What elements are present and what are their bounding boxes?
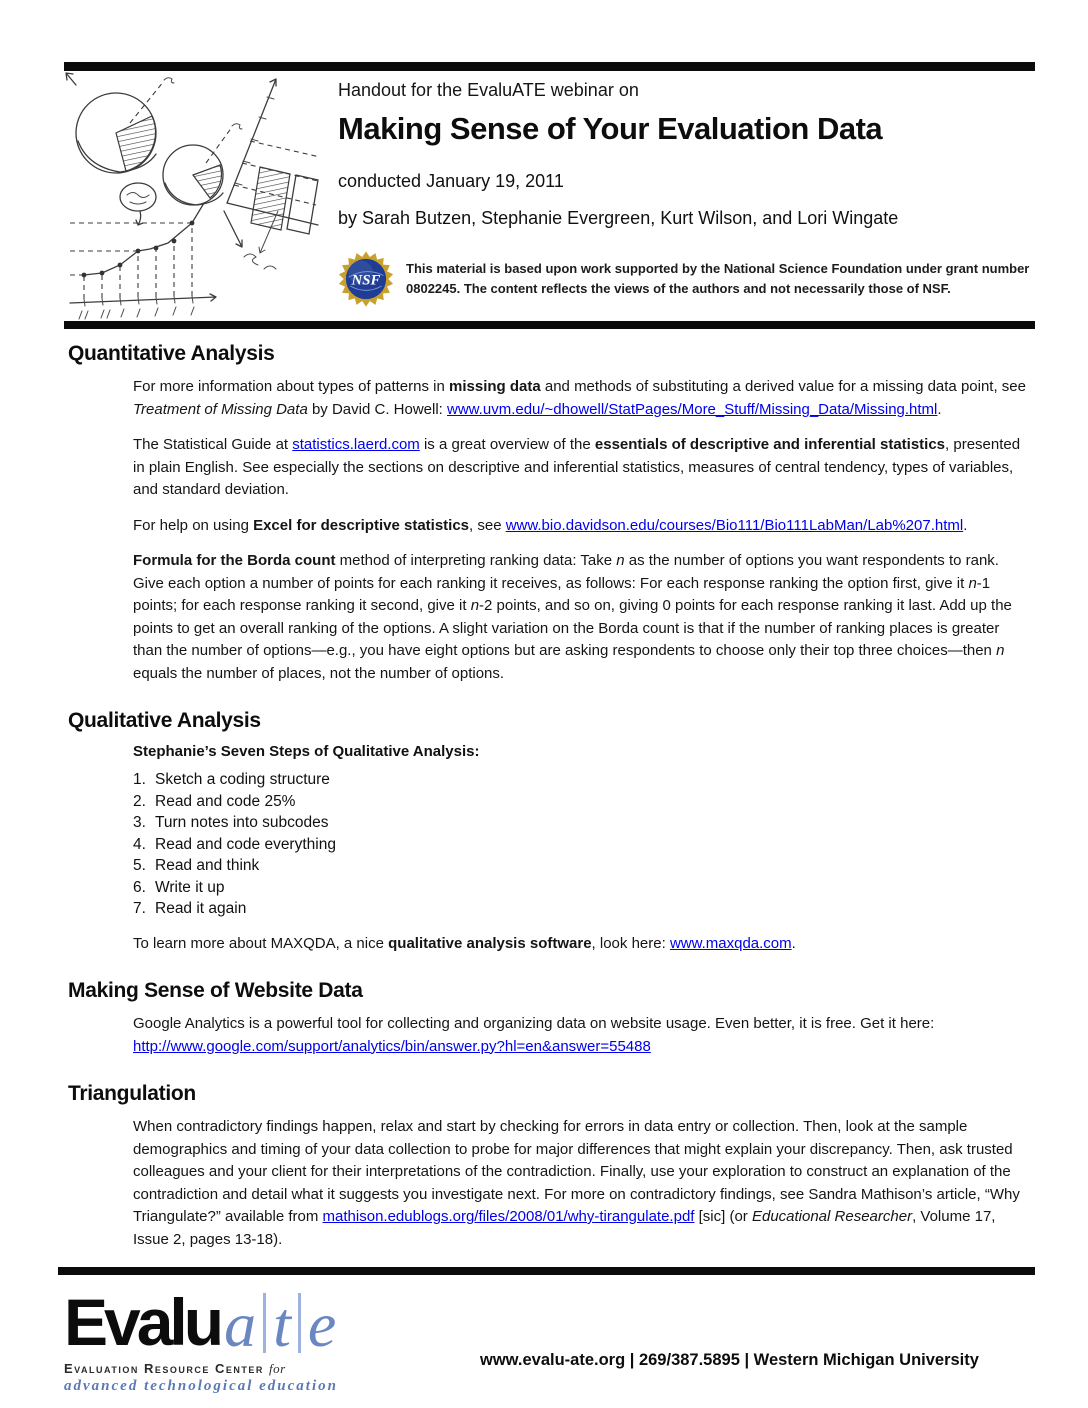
footer-contact-line: www.evalu-ate.org | 269/387.5895 | Western Michigan University (480, 1351, 979, 1369)
nsf-attribution (338, 251, 1035, 307)
list-item (133, 898, 1026, 920)
nsf-logo-icon (338, 251, 394, 307)
nsf-note: This material is based upon work supported by the National Science Foundation under grant number 0802245. The content reflects the views of the authors and not necessarily those of NSF. (406, 261, 1030, 296)
paragraph-excel (133, 515, 1026, 538)
hyperlink[interactable]: mathison.edublogs.org/files/2008/01/why-tirangulate.pdf (322, 1208, 695, 1225)
logo-tagline: advanced technological education (64, 1378, 338, 1394)
list-item (133, 834, 1026, 856)
charts-sketch-icon (64, 71, 322, 321)
list-item-number: 6. (133, 878, 146, 896)
footer-rule (58, 1267, 1035, 1275)
text-segment: . (937, 400, 942, 418)
text-segment: The Statistical Guide at (133, 436, 293, 453)
text-segment: by David C. Howell: (307, 400, 448, 418)
text-segment: To learn more about MAXQDA, a nice (133, 934, 389, 952)
list-item (133, 812, 1026, 834)
text-segment: Educational Researcher (751, 1208, 913, 1225)
svg-text:NSF: NSF (351, 272, 381, 289)
list-item-text: Write it up (155, 878, 225, 896)
list-item-text: Sketch a coding structure (155, 771, 330, 788)
text-segment: missing data (449, 378, 541, 395)
text-segment: , Volume 17, Issue 2, pages 13-18). (133, 1208, 996, 1248)
text-segment: and methods of substituting a derived value for a missing data point, see (540, 378, 1026, 395)
list-item-text: Read and code everything (155, 835, 336, 853)
section-heading-website-data: Making Sense of Website Data (68, 979, 363, 1002)
text-segment: For help on using (133, 516, 254, 534)
document-body (64, 334, 1035, 1264)
text-segment: is a great overview of the (419, 436, 595, 453)
list-item-number: 2. (133, 792, 146, 810)
list-item (133, 769, 1026, 791)
logo-org-for: for (268, 1361, 286, 1376)
evaluate-logo (64, 1283, 338, 1395)
text-segment: When contradictory findings happen, relax and start by checking for errors in data entry or collection. Then, look at the sample demographics and timing of your data collection to probe for major differences that might explain your discrepancy. Then, ask trusted colleagues and your client for their interpretations of the contradiction. Finally, use your exploration to construct an explanation of the contradiction and detail what it suggests you investigate next. For more on contradictory findings, see Sandra Mathison’s article, “Why Triangulate?” available from (133, 1118, 1020, 1225)
list-item-number: 5. (133, 857, 146, 874)
header-sketch-image (64, 71, 322, 321)
list-item-number: 1. (133, 771, 146, 788)
paragraph-triangulation (133, 1116, 1026, 1251)
section-heading-qualitative: Qualitative Analysis (68, 709, 261, 732)
text-segment: For more information about types of patterns in (133, 378, 449, 395)
paragraph-statistical-guide (133, 434, 1026, 502)
logo-letter-e: e (307, 1289, 337, 1360)
text-segment: -2 points, and so on, giving 0 points for each response ranking it last. Add up the points to get an overall ranking of the options. A slight variation on the Borda count is that if the number of ranking places is greater than the number of options—e.g., you have eight options but are asking respondents to choose only their top three choices—then (133, 597, 1012, 659)
paragraph-borda-count (133, 550, 1026, 685)
hyperlink[interactable]: www.bio.davidson.edu/courses/Bio111/Bio111LabMan/Lab%207.html (505, 516, 964, 534)
list-item (133, 855, 1026, 877)
text-segment: n (968, 574, 977, 592)
paragraph-maxqda (133, 933, 1026, 956)
text-segment: [sic] (or (694, 1208, 752, 1225)
list-item-text: Turn notes into subcodes (155, 814, 329, 831)
logo-text-evalu: Evalu (64, 1285, 221, 1359)
section-heading-triangulation: Triangulation (68, 1082, 196, 1105)
text-segment: as the number of options you want respondents to rank. Give each option a number of points for each ranking it receives, as follows: For each response ranking the option first, give it (133, 552, 999, 592)
list-item-number: 4. (133, 835, 146, 853)
logo-letter-t: t (273, 1289, 291, 1360)
text-segment: , presented in plain English. See especially the sections on descriptive and inferential statistics, measures of central tendency, types of variables, and standard deviation. (133, 436, 1021, 498)
paragraph-google-analytics (133, 1013, 1026, 1058)
logo-org-line (64, 1361, 338, 1377)
logo-divider-bar (263, 1293, 266, 1353)
list-item-text: Read it again (155, 900, 247, 917)
text-segment: equals the number of places, not the number of options. (133, 664, 505, 682)
text-segment: qualitative analysis software (388, 934, 592, 952)
list-item-text: Read and code 25% (155, 792, 296, 810)
hyperlink[interactable]: http://www.google.com/support/analytics/bin/answer.py?hl=en&answer=55488 (133, 1037, 651, 1055)
conducted-date: conducted January 19, 2011 (338, 171, 564, 191)
header-top-rule (64, 62, 1035, 71)
hyperlink[interactable]: statistics.laerd.com (292, 436, 420, 453)
paragraph-missing-data (133, 376, 1026, 421)
text-segment: Formula for the Borda count (133, 552, 336, 569)
text-segment: , look here: (591, 934, 670, 952)
text-segment: n (616, 552, 625, 569)
seven-steps-list (133, 769, 1026, 920)
header (338, 80, 1035, 307)
logo-org-name: Evaluation Resource Center (64, 1361, 264, 1376)
list-item-number: 3. (133, 814, 146, 831)
text-segment: n (996, 642, 1005, 659)
text-segment: Excel for descriptive statistics (253, 516, 470, 534)
hyperlink[interactable]: www.uvm.edu/~dhowell/StatPages/More_Stuff/Missing_Data/Missing.html (447, 400, 938, 418)
page-title: Making Sense of Your Evaluation Data (338, 111, 883, 146)
hyperlink[interactable]: www.maxqda.com (669, 934, 792, 952)
list-item-text: Read and think (155, 857, 260, 874)
list-item (133, 877, 1026, 899)
text-segment: -1 points; for each response ranking it second, give it (133, 574, 991, 614)
text-segment: . (963, 516, 968, 534)
text-segment: , see (469, 516, 506, 534)
section-heading-quantitative: Quantitative Analysis (68, 342, 275, 365)
text-segment: essentials of descriptive and inferential statistics (594, 436, 946, 453)
text-segment: method of interpreting ranking data: Take (335, 552, 617, 569)
list-item-number: 7. (133, 900, 146, 917)
handout-eyebrow: Handout for the EvaluATE webinar on (338, 80, 639, 100)
text-segment: Google Analytics is a powerful tool for collecting and organizing data on website usage. Even better, it is free. Get it here: (133, 1015, 935, 1032)
text-segment: n (470, 597, 480, 614)
logo-letter-a: a (224, 1289, 257, 1360)
seven-steps-subhead: Stephanie’s Seven Steps of Qualitative Analysis: (133, 743, 480, 760)
text-segment: . (791, 934, 796, 952)
logo-divider-bar (298, 1293, 301, 1353)
text-segment: Treatment of Missing Data (133, 400, 308, 418)
list-item (133, 791, 1026, 813)
header-bottom-rule (64, 321, 1035, 329)
authors-line: by Sarah Butzen, Stephanie Evergreen, Kurt Wilson, and Lori Wingate (338, 208, 899, 228)
